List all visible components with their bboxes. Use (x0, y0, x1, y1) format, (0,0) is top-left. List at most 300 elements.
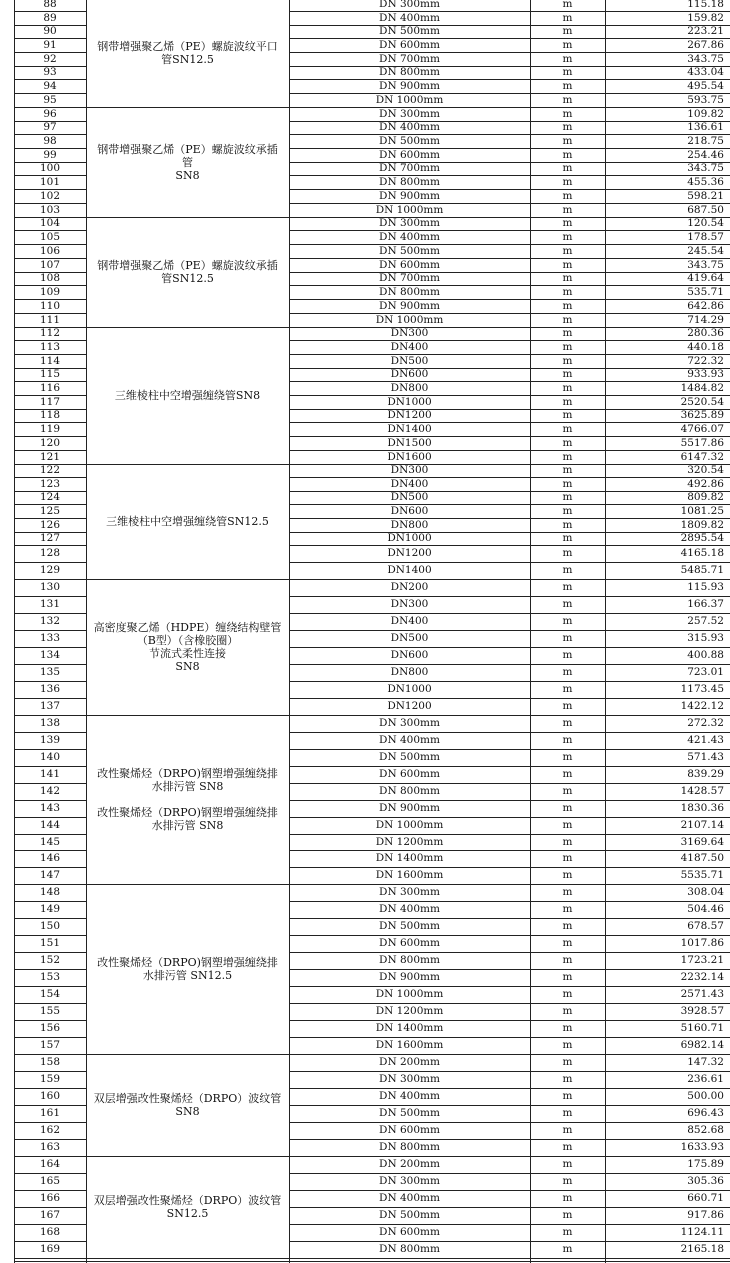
product-name-line: 双层增强改性聚烯烃（DRPO）波纹管 (93, 1092, 282, 1105)
row-number: 148 (39, 886, 61, 899)
row-number: 133 (39, 632, 61, 645)
price-cell: 178.57 (687, 230, 724, 243)
row-number: 122 (39, 464, 61, 477)
price-cell: 218.75 (687, 134, 724, 147)
spec-cell: DN 400mm (379, 121, 440, 134)
product-name-line: 管SN12.5 (161, 272, 214, 285)
spec-cell: DN 400mm (379, 734, 440, 747)
unit-cell: m (562, 1209, 573, 1222)
row-number: 90 (43, 25, 57, 38)
row-number: 89 (43, 11, 57, 24)
spec-cell: DN800 (390, 666, 429, 679)
price-cell: 1723.21 (680, 954, 724, 967)
spec-cell: DN 1200mm (375, 1005, 444, 1018)
price-cell: 433.04 (687, 66, 724, 79)
spec-cell: DN 500mm (379, 134, 440, 147)
product-name-line: SN12.5 (166, 1207, 209, 1220)
unit-cell: m (562, 66, 573, 79)
row-number: 164 (39, 1158, 61, 1171)
row-number: 168 (39, 1226, 61, 1239)
spec-cell: DN 500mm (379, 25, 440, 38)
price-cell: 1633.93 (680, 1141, 724, 1154)
price-cell: 839.29 (687, 768, 724, 781)
price-cell: 1081.25 (680, 504, 724, 517)
price-cell: 535.71 (687, 285, 724, 298)
price-cell: 678.57 (687, 920, 724, 933)
row-number: 167 (39, 1209, 61, 1222)
price-cell: 136.61 (687, 121, 724, 134)
spec-cell: DN800 (390, 381, 429, 394)
price-cell: 455.36 (687, 175, 724, 188)
unit-cell: m (562, 1192, 573, 1205)
unit-cell: m (562, 700, 573, 713)
row-number: 166 (39, 1192, 61, 1205)
unit-cell: m (562, 532, 573, 545)
product-name-cell (86, 579, 289, 715)
unit-cell: m (562, 340, 573, 353)
spec-cell: DN 800mm (379, 285, 440, 298)
row-divider (14, 1258, 730, 1259)
price-cell: 280.36 (687, 327, 724, 340)
row-number: 156 (39, 1022, 61, 1035)
unit-cell: m (562, 988, 573, 1001)
price-cell: 3928.57 (680, 1005, 724, 1018)
unit-cell: m (562, 162, 573, 175)
row-number: 155 (39, 1005, 61, 1018)
row-number: 142 (39, 785, 61, 798)
spec-cell: DN600 (390, 649, 429, 662)
spec-cell: DN300 (390, 598, 429, 611)
row-number: 93 (43, 66, 57, 79)
spec-cell: DN 300mm (379, 0, 440, 11)
price-cell: 245.54 (687, 244, 724, 257)
unit-cell: m (562, 1073, 573, 1086)
row-number: 160 (39, 1090, 61, 1103)
unit-cell: m (562, 313, 573, 326)
row-number: 128 (39, 547, 61, 560)
product-name-cell (86, 715, 289, 884)
spec-cell: DN1400 (387, 564, 432, 577)
row-number: 125 (39, 504, 61, 517)
row-number: 118 (39, 409, 61, 422)
spec-cell: DN600 (390, 368, 429, 381)
product-name-line: 高密度聚乙烯（HDPE）缠绕结构壁管 (93, 621, 282, 634)
unit-cell: m (562, 937, 573, 950)
unit-cell: m (562, 518, 573, 531)
price-cell: 109.82 (687, 107, 724, 120)
spec-cell: DN500 (390, 491, 429, 504)
product-name-line: 水排污管 SN8 (151, 819, 224, 832)
spec-cell: DN 800mm (379, 175, 440, 188)
spec-cell: DN1400 (387, 422, 432, 435)
row-number: 97 (43, 121, 57, 134)
price-cell: 696.43 (687, 1107, 724, 1120)
row-number: 144 (39, 819, 61, 832)
spec-cell: DN 700mm (379, 272, 440, 285)
price-cell: 3625.89 (680, 409, 724, 422)
price-cell: 440.18 (687, 340, 724, 353)
price-cell: 4766.07 (680, 422, 724, 435)
price-cell: 315.93 (687, 632, 724, 645)
product-name-line: 管 (182, 155, 193, 169)
unit-cell: m (562, 835, 573, 848)
unit-cell: m (562, 450, 573, 463)
spec-cell: DN 600mm (379, 38, 440, 51)
unit-cell: m (562, 93, 573, 106)
product-name-line: 水排污管 SN8 (151, 780, 224, 793)
price-cell: 421.43 (687, 734, 724, 747)
product-name-line: 双层增强改性聚烯烃（DRPO）波纹管 (93, 1194, 282, 1207)
spec-cell: DN500 (390, 354, 429, 367)
row-number: 96 (43, 107, 57, 120)
unit-cell: m (562, 134, 573, 147)
unit-cell: m (562, 734, 573, 747)
price-cell: 115.18 (687, 0, 724, 11)
unit-cell: m (562, 121, 573, 134)
price-cell: 722.32 (687, 354, 724, 367)
spec-cell: DN 500mm (379, 1209, 440, 1222)
spec-cell: DN1000 (387, 532, 432, 545)
spec-cell: DN 1400mm (375, 852, 444, 865)
unit-cell: m (562, 785, 573, 798)
product-name-line: SN8 (175, 1105, 200, 1118)
row-number: 94 (43, 79, 57, 92)
row-number: 115 (39, 368, 61, 381)
row-number: 106 (39, 244, 61, 257)
row-number: 130 (39, 581, 61, 594)
product-name-line: SN8 (175, 168, 200, 182)
row-number: 110 (39, 299, 61, 312)
price-cell: 257.52 (687, 615, 724, 628)
unit-cell: m (562, 11, 573, 24)
price-cell: 1124.11 (680, 1226, 724, 1239)
product-name-line: 三维棱柱中空增强缠绕管SN8 (114, 389, 261, 402)
product-name-line: （B型）（含橡胶圈） (136, 634, 239, 647)
row-number: 159 (39, 1073, 61, 1086)
unit-cell: m (562, 52, 573, 65)
row-number: 107 (39, 258, 61, 271)
spec-cell: DN1000 (387, 683, 432, 696)
spec-cell: DN 300mm (379, 217, 440, 230)
row-number: 88 (43, 0, 57, 11)
spec-cell: DN 500mm (379, 1107, 440, 1120)
price-cell: 115.93 (687, 581, 724, 594)
unit-cell: m (562, 38, 573, 51)
spec-cell: DN 1400mm (375, 1022, 444, 1035)
spec-cell: DN200 (390, 581, 429, 594)
unit-cell: m (562, 491, 573, 504)
price-cell: 320.54 (687, 464, 724, 477)
spec-cell: DN 1000mm (375, 203, 444, 216)
product-name-line: 节流式柔性连接 (149, 647, 226, 660)
product-name-line: 三维棱柱中空增强缠绕管SN12.5 (106, 515, 269, 528)
row-number: 146 (39, 852, 61, 865)
price-cell: 305.36 (687, 1175, 724, 1188)
product-name-cell (86, 217, 289, 327)
spec-cell: DN800 (390, 518, 429, 531)
unit-cell: m (562, 230, 573, 243)
unit-cell: m (562, 285, 573, 298)
product-name-cell (86, 327, 289, 464)
price-cell: 4165.18 (680, 547, 724, 560)
row-number: 158 (39, 1056, 61, 1069)
row-number: 120 (39, 436, 61, 449)
row-number: 149 (39, 903, 61, 916)
unit-cell: m (562, 1124, 573, 1137)
unit-cell: m (562, 354, 573, 367)
spec-cell: DN 900mm (379, 189, 440, 202)
spec-cell: DN 400mm (379, 1192, 440, 1205)
price-cell: 147.32 (687, 1056, 724, 1069)
row-number: 139 (39, 734, 61, 747)
price-cell: 6147.32 (680, 450, 724, 463)
spec-cell: DN 800mm (379, 1243, 440, 1256)
price-cell: 714.29 (687, 313, 724, 326)
unit-cell: m (562, 1039, 573, 1052)
row-number: 140 (39, 751, 61, 764)
product-name-line: 改性聚烯烃（DRPO)钢塑增强缠绕排 (97, 767, 278, 780)
price-cell: 1484.82 (680, 381, 724, 394)
row-number: 111 (39, 313, 61, 326)
product-name-cell (86, 464, 289, 579)
price-cell: 343.75 (687, 162, 724, 175)
price-cell: 1017.86 (680, 937, 724, 950)
unit-cell: m (562, 1022, 573, 1035)
unit-cell: m (562, 422, 573, 435)
price-cell: 933.93 (687, 368, 724, 381)
row-number: 103 (39, 203, 61, 216)
price-cell: 660.71 (687, 1192, 724, 1205)
spec-cell: DN 600mm (379, 937, 440, 950)
row-number: 121 (39, 450, 61, 463)
spec-cell: DN 400mm (379, 11, 440, 24)
unit-cell: m (562, 299, 573, 312)
price-cell: 159.82 (687, 11, 724, 24)
unit-cell: m (562, 903, 573, 916)
row-number: 114 (39, 354, 61, 367)
spec-cell: DN 600mm (379, 768, 440, 781)
price-cell: 809.82 (687, 491, 724, 504)
price-cell: 723.01 (687, 666, 724, 679)
row-number: 161 (39, 1107, 61, 1120)
price-cell: 343.75 (687, 258, 724, 271)
spec-cell: DN 700mm (379, 162, 440, 175)
row-number: 132 (39, 615, 61, 628)
unit-cell: m (562, 615, 573, 628)
price-cell: 267.86 (687, 38, 724, 51)
price-cell: 500.00 (687, 1090, 724, 1103)
unit-cell: m (562, 25, 573, 38)
spec-cell: DN1600 (387, 450, 432, 463)
unit-cell: m (562, 477, 573, 490)
spec-cell: DN 400mm (379, 1090, 440, 1103)
spec-cell: DN 500mm (379, 920, 440, 933)
spec-cell: DN 1000mm (375, 988, 444, 1001)
row-number: 151 (39, 937, 61, 950)
row-number: 119 (39, 422, 61, 435)
unit-cell: m (562, 717, 573, 730)
product-name-cell (86, 1054, 289, 1156)
unit-cell: m (562, 564, 573, 577)
price-cell: 120.54 (687, 217, 724, 230)
spec-cell: DN300 (390, 327, 429, 340)
unit-cell: m (562, 272, 573, 285)
unit-cell: m (562, 581, 573, 594)
spec-cell: DN 800mm (379, 785, 440, 798)
row-number: 108 (39, 272, 61, 285)
spec-cell: DN 1000mm (375, 313, 444, 326)
spec-cell: DN 500mm (379, 244, 440, 257)
price-cell: 5485.71 (680, 564, 724, 577)
price-cell: 495.54 (687, 79, 724, 92)
spec-cell: DN400 (390, 615, 429, 628)
product-name-line: 改性聚烯烃（DRPO)钢塑增强缠绕排 (97, 806, 278, 819)
spec-cell: DN1200 (387, 700, 432, 713)
spec-cell: DN500 (390, 632, 429, 645)
unit-cell: m (562, 649, 573, 662)
row-number: 127 (39, 532, 61, 545)
row-number: 163 (39, 1141, 61, 1154)
price-cell: 223.21 (687, 25, 724, 38)
row-number: 129 (39, 564, 61, 577)
row-number: 145 (39, 835, 61, 848)
row-number: 104 (39, 217, 61, 230)
unit-cell: m (562, 148, 573, 161)
price-cell: 1173.45 (680, 683, 724, 696)
unit-cell: m (562, 802, 573, 815)
row-number: 95 (43, 93, 57, 106)
price-cell: 3169.64 (680, 835, 724, 848)
unit-cell: m (562, 409, 573, 422)
spec-cell: DN400 (390, 340, 429, 353)
unit-cell: m (562, 107, 573, 120)
row-number: 141 (39, 768, 61, 781)
price-cell: 166.37 (687, 598, 724, 611)
unit-cell: m (562, 886, 573, 899)
price-cell: 5517.86 (680, 436, 724, 449)
unit-cell: m (562, 79, 573, 92)
row-number: 98 (43, 134, 57, 147)
spec-cell: DN1000 (387, 395, 432, 408)
row-number: 147 (39, 869, 61, 882)
unit-cell: m (562, 217, 573, 230)
spec-cell: DN 400mm (379, 230, 440, 243)
unit-cell: m (562, 203, 573, 216)
product-name-line (97, 793, 278, 806)
unit-cell: m (562, 395, 573, 408)
row-number: 137 (39, 700, 61, 713)
product-name-cell (86, 0, 289, 107)
price-cell: 571.43 (687, 751, 724, 764)
unit-cell: m (562, 464, 573, 477)
row-number: 105 (39, 230, 61, 243)
price-cell: 852.68 (687, 1124, 724, 1137)
row-number: 117 (39, 395, 61, 408)
row-number: 116 (39, 381, 61, 394)
product-name-line: SN8 (175, 660, 200, 673)
row-number: 112 (39, 327, 61, 340)
spec-cell: DN 1600mm (375, 869, 444, 882)
product-name-line: 改性聚烯烃（DRPO)钢塑增强缠绕排 (97, 956, 278, 969)
spec-cell: DN 600mm (379, 258, 440, 271)
spec-cell: DN 900mm (379, 299, 440, 312)
unit-cell: m (562, 1243, 573, 1256)
product-name-line: 管SN12.5 (161, 52, 214, 66)
unit-cell: m (562, 1090, 573, 1103)
price-cell: 400.88 (687, 649, 724, 662)
price-cell: 2520.54 (680, 395, 724, 408)
row-number: 136 (39, 683, 61, 696)
spec-cell: DN 200mm (379, 1158, 440, 1171)
row-number: 154 (39, 988, 61, 1001)
spec-cell: DN 600mm (379, 1226, 440, 1239)
spec-cell: DN1200 (387, 409, 432, 422)
product-name-cell (86, 1156, 289, 1258)
price-cell: 5160.71 (680, 1022, 724, 1035)
unit-cell: m (562, 189, 573, 202)
unit-cell: m (562, 547, 573, 560)
price-cell: 593.75 (687, 93, 724, 106)
price-cell: 687.50 (687, 203, 724, 216)
price-cell: 1830.36 (680, 802, 724, 815)
spec-cell: DN600 (390, 504, 429, 517)
spec-cell: DN 400mm (379, 903, 440, 916)
row-divider (14, 1261, 730, 1262)
unit-cell: m (562, 869, 573, 882)
price-cell: 2107.14 (680, 819, 724, 832)
unit-cell: m (562, 666, 573, 679)
row-number: 126 (39, 518, 61, 531)
product-name-cell (86, 884, 289, 1054)
row-number: 124 (39, 491, 61, 504)
spec-cell: DN 600mm (379, 148, 440, 161)
unit-cell: m (562, 1141, 573, 1154)
spec-cell: DN 900mm (379, 802, 440, 815)
unit-cell: m (562, 598, 573, 611)
product-name-line: 钢带增强聚乙烯（PE）螺旋波纹承插 (97, 259, 278, 272)
unit-cell: m (562, 436, 573, 449)
price-cell: 598.21 (687, 189, 724, 202)
unit-cell: m (562, 819, 573, 832)
unit-cell: m (562, 751, 573, 764)
row-number: 92 (43, 52, 57, 65)
spec-cell: DN 200mm (379, 1056, 440, 1069)
spec-cell: DN 1000mm (375, 819, 444, 832)
product-name-line: 钢带增强聚乙烯（PE）螺旋波纹平口 (97, 39, 278, 53)
spec-cell: DN 900mm (379, 79, 440, 92)
price-cell: 1809.82 (680, 518, 724, 531)
row-number: 143 (39, 802, 61, 815)
unit-cell: m (562, 768, 573, 781)
unit-cell: m (562, 1056, 573, 1069)
product-name-line: 水排污管 SN12.5 (142, 969, 233, 982)
row-number: 150 (39, 920, 61, 933)
product-name-line: 钢带增强聚乙烯（PE）螺旋波纹承插 (97, 142, 278, 156)
price-cell: 272.32 (687, 717, 724, 730)
unit-cell: m (562, 852, 573, 865)
row-number: 165 (39, 1175, 61, 1188)
price-cell: 6982.14 (680, 1039, 724, 1052)
price-cell: 308.04 (687, 886, 724, 899)
row-number: 162 (39, 1124, 61, 1137)
unit-cell: m (562, 381, 573, 394)
spec-cell: DN 900mm (379, 971, 440, 984)
price-cell: 343.75 (687, 52, 724, 65)
spec-cell: DN400 (390, 477, 429, 490)
spec-cell: DN 1600mm (375, 1039, 444, 1052)
spec-cell: DN300 (390, 464, 429, 477)
price-cell: 5535.71 (680, 869, 724, 882)
